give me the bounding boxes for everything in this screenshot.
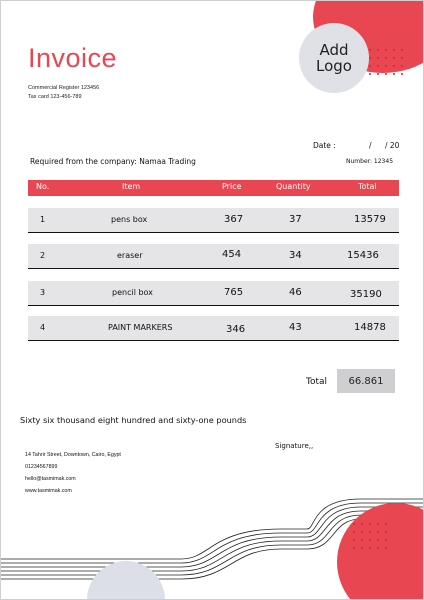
decorative-dot <box>377 49 379 51</box>
decorative-dot <box>385 73 387 75</box>
decorative-dot <box>393 57 395 59</box>
decorative-dot <box>401 49 403 51</box>
row-price: 367 <box>224 214 244 225</box>
row-item: pens box <box>111 215 148 224</box>
decorative-dot <box>369 547 371 549</box>
decorative-dot <box>369 523 371 525</box>
decorative-dot <box>401 73 403 75</box>
total-label: Total <box>306 377 328 387</box>
table-row <box>28 208 399 233</box>
decorative-dot <box>385 65 387 67</box>
row-quantity: 37 <box>289 214 302 225</box>
row-quantity: 43 <box>289 322 302 333</box>
row-price: 346 <box>226 324 246 335</box>
contact-website[interactable]: www.tasmimak.com <box>25 488 72 494</box>
header-total: Total <box>358 182 377 191</box>
decorative-dot <box>377 531 379 533</box>
row-no: 2 <box>40 251 46 260</box>
decorative-dot <box>377 547 379 549</box>
header-price: Price <box>222 182 242 191</box>
row-item: PAINT MARKERS <box>108 323 173 332</box>
date-label: Date : <box>313 141 336 150</box>
decorative-dot <box>369 65 371 67</box>
logo-placeholder[interactable] <box>299 23 369 93</box>
tax-card: Tax card 123-456-789 <box>28 94 82 100</box>
decorative-dot <box>385 523 387 525</box>
decorative-dot <box>393 73 395 75</box>
logo-line-2: Logo <box>316 57 352 75</box>
decorative-dot <box>393 65 395 67</box>
table-row <box>28 244 399 269</box>
contact-email[interactable]: hello@tasmimak.com <box>25 476 76 482</box>
commercial-register: Commercial Register 123456 <box>28 85 100 91</box>
row-total: 13579 <box>354 214 386 225</box>
row-item: eraser <box>117 251 143 260</box>
decorative-dot <box>377 65 379 67</box>
decorative-dot <box>361 539 363 541</box>
decorative-dot <box>353 547 355 549</box>
company-line: Required from the company: Namaa Trading <box>30 157 196 166</box>
row-price: 765 <box>224 287 244 298</box>
decorative-dot <box>401 57 403 59</box>
row-quantity: 46 <box>289 287 302 298</box>
row-price: 454 <box>222 249 242 260</box>
decorative-dot <box>393 49 395 51</box>
total-value: 66.861 <box>337 369 395 393</box>
decorative-dot <box>377 73 379 75</box>
decorative-dot <box>353 523 355 525</box>
row-item: pencil box <box>112 288 153 297</box>
decorative-dot-grid-top <box>369 49 403 75</box>
date-separator-1: / <box>369 141 372 150</box>
date-separator-2: / 20 <box>385 141 400 150</box>
decorative-dot <box>385 547 387 549</box>
decorative-dot <box>385 539 387 541</box>
decorative-dot <box>377 523 379 525</box>
decorative-dot <box>385 49 387 51</box>
table-row <box>28 316 399 341</box>
decorative-dot <box>369 531 371 533</box>
decorative-dot <box>369 57 371 59</box>
logo-line-1: Add <box>319 41 349 59</box>
decorative-dot <box>369 49 371 51</box>
header-no: No. <box>36 182 50 191</box>
header-item: Item <box>122 182 141 191</box>
row-no: 4 <box>40 323 46 332</box>
row-no: 3 <box>40 288 46 297</box>
row-total: 14878 <box>354 322 386 333</box>
amount-in-words: Sixty six thousand eight hundred and sixty-one pounds <box>20 415 247 425</box>
decorative-dot <box>369 73 371 75</box>
table-header <box>28 180 399 196</box>
contact-phone: 01234567899 <box>25 464 58 470</box>
decorative-dot <box>361 523 363 525</box>
contact-address: 14 Tahrir Street, Downtown, Cairo, Egypt <box>25 452 121 458</box>
decorative-dot <box>385 531 387 533</box>
signature-label: Signature,, <box>275 442 314 450</box>
decorative-dot <box>369 539 371 541</box>
invoice-title: Invoice <box>28 43 118 73</box>
decorative-dot <box>377 57 379 59</box>
decorative-dot <box>353 531 355 533</box>
decorative-dot <box>361 547 363 549</box>
row-quantity: 34 <box>289 250 302 261</box>
row-total: 35190 <box>350 289 382 300</box>
header-quantity: Quantity <box>276 182 311 191</box>
decorative-dot <box>353 539 355 541</box>
decorative-dot <box>361 531 363 533</box>
decorative-dot <box>377 539 379 541</box>
row-no: 1 <box>40 215 46 224</box>
table-row <box>28 281 399 306</box>
decorative-dot-grid-bottom <box>353 523 387 549</box>
row-total: 15436 <box>347 250 379 261</box>
decorative-dot <box>401 65 403 67</box>
decorative-dot <box>385 57 387 59</box>
invoice-number: Number: 12345 <box>346 158 394 165</box>
